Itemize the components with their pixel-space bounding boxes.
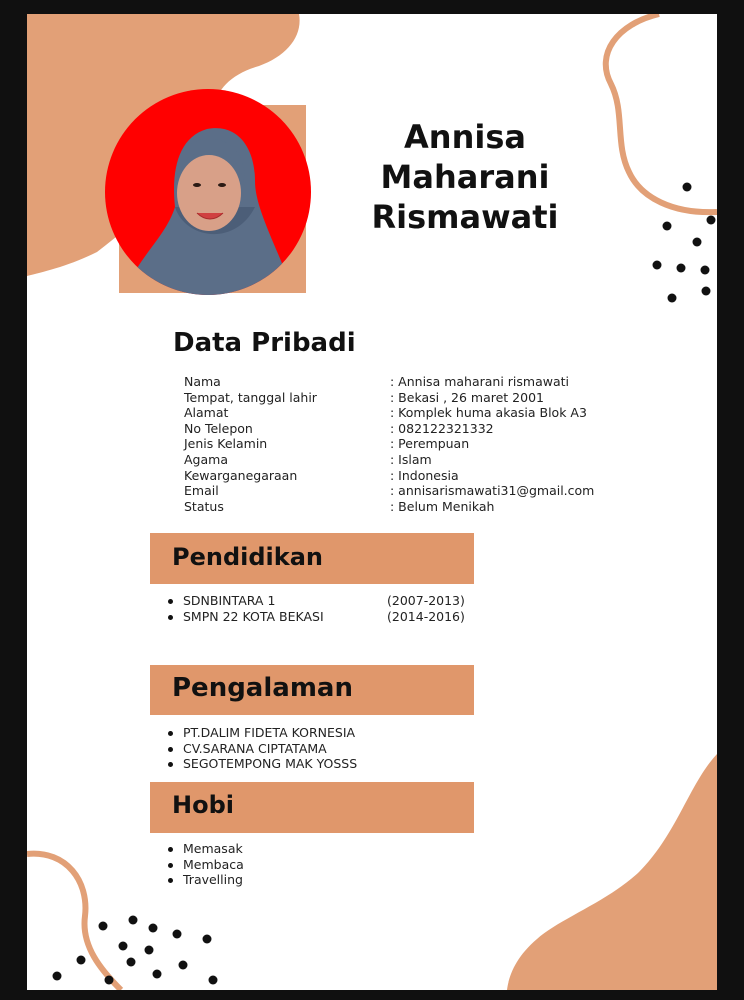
data-row [184, 436, 594, 452]
education-list [165, 593, 465, 624]
data-label: Email [184, 483, 219, 499]
data-label: Kewarganegaraan [184, 467, 298, 483]
school-years: (2014-2016) [387, 608, 465, 624]
data-value: : Indonesia [390, 467, 459, 483]
experience-item: CV.SARANA CIPTATAMA [165, 741, 357, 757]
education-item [165, 609, 465, 625]
data-row [184, 421, 594, 437]
personal-data-heading: Data Pribadi [173, 328, 356, 358]
data-row [184, 452, 594, 468]
education-heading: Pendidikan [150, 533, 474, 584]
dots-bottom-left [53, 916, 218, 985]
full-name [357, 117, 573, 237]
personal-data-table [184, 374, 594, 514]
experience-item: PT.DALIM FIDETA KORNESIA [165, 725, 357, 741]
hobby-item: Memasak [165, 841, 244, 857]
hobby-heading: Hobi [150, 782, 474, 833]
data-value: : annisarismawati31@gmail.com [390, 483, 595, 499]
school-years: (2007-2013) [387, 593, 465, 608]
data-row [184, 483, 594, 499]
data-label: Tempat, tanggal lahir [184, 389, 317, 405]
data-label: No Telepon [184, 420, 253, 436]
data-row [184, 405, 594, 421]
data-row [184, 499, 594, 515]
hobby-item: Travelling [165, 872, 244, 888]
data-value: : Bekasi , 26 maret 2001 [390, 389, 544, 405]
top-right-curve [606, 14, 717, 212]
experience-heading: Pengalaman [150, 665, 474, 715]
school-name: SDNBINTARA 1 [183, 593, 276, 608]
data-row [184, 390, 594, 406]
data-label: Status [184, 498, 224, 514]
data-label: Jenis Kelamin [184, 436, 268, 452]
bottom-right-blob [507, 754, 717, 990]
bottom-left-curve [27, 854, 121, 990]
experience-list [165, 725, 357, 772]
person-illustration [105, 89, 311, 295]
data-label: Alamat [184, 405, 229, 421]
hobby-item: Membaca [165, 857, 244, 873]
profile-photo [105, 89, 311, 295]
data-row [184, 468, 594, 484]
data-value: : Belum Menikah [390, 498, 495, 514]
education-item [165, 593, 465, 609]
experience-item: SEGOTEMPONG MAK YOSSS [165, 756, 357, 772]
data-value: : 082122321332 [390, 420, 494, 436]
data-value: : Annisa maharani rismawati [390, 374, 570, 389]
data-row [184, 374, 594, 390]
cv-page [27, 14, 717, 990]
name-line: Maharani [380, 158, 550, 196]
data-value: : Komplek huma akasia Blok A3 [390, 405, 587, 421]
name-line: Rismawati [371, 198, 559, 236]
data-value: : Perempuan [390, 436, 470, 452]
data-label: Nama [184, 374, 221, 389]
school-name: SMPN 22 KOTA BEKASI [183, 608, 324, 624]
data-value: : Islam [390, 451, 432, 467]
hobby-list [165, 841, 244, 888]
name-line: Annisa [404, 118, 526, 156]
data-label: Agama [184, 451, 228, 467]
